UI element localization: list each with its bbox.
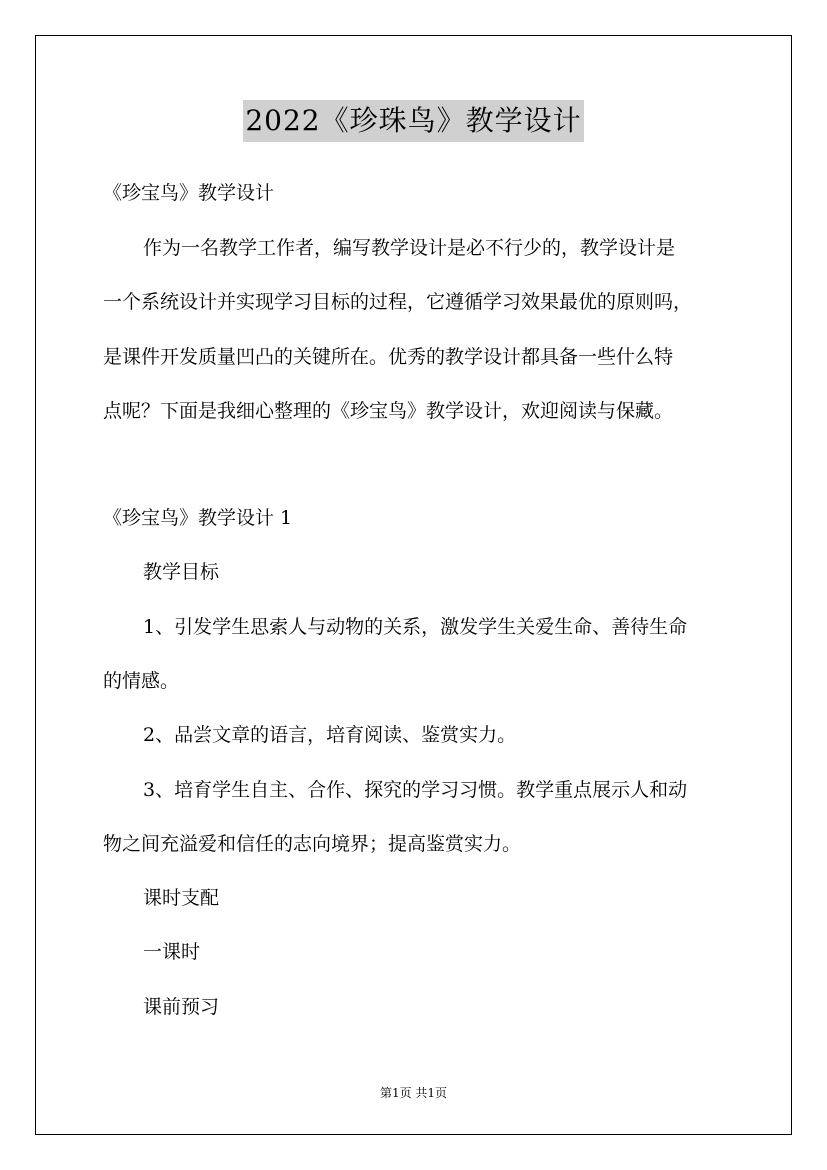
section-heading: 《珍宝鸟》教学设计	[103, 182, 275, 204]
paragraph-line: 2、品尝文章的语言，培育阅读、鉴赏实力。	[143, 724, 517, 746]
paragraph-line: 是课件开发质量凹凸的关键所在。优秀的教学设计都具备一些什么特	[103, 346, 674, 368]
paragraph-line: 一个系统设计并实现学习目标的过程，它遵循学习效果最优的原则吗，	[103, 291, 693, 313]
paragraph-line: 3、培育学生自主、合作、探究的学习习惯。教学重点展示人和动	[143, 779, 688, 801]
paragraph-line: 物之间充溢爱和信任的志向境界；提高鉴赏实力。	[103, 833, 522, 855]
document-title: 2022《珍珠鸟》教学设计	[243, 100, 583, 142]
subheading-objectives: 教学目标	[143, 561, 220, 583]
paragraph-line: 1、引发学生思索人与动物的关系，激发学生关爱生命、善待生命	[143, 616, 688, 638]
paragraph-line: 的情感。	[103, 670, 180, 692]
paragraph-line: 点呢？下面是我细心整理的《珍宝鸟》教学设计，欢迎阅读与保藏。	[103, 400, 674, 422]
paragraph-line: 一课时	[143, 941, 201, 963]
subheading-schedule: 课时支配	[143, 887, 220, 909]
paragraph-line: 作为一名教学工作者，编写教学设计是必不行少的，教学设计是	[143, 237, 676, 259]
page-number: 第1页 共1页	[379, 1086, 448, 1100]
section-heading: 《珍宝鸟》教学设计 1	[103, 507, 293, 529]
title-container	[0, 100, 827, 142]
subheading-preview: 课前预习	[143, 996, 220, 1018]
